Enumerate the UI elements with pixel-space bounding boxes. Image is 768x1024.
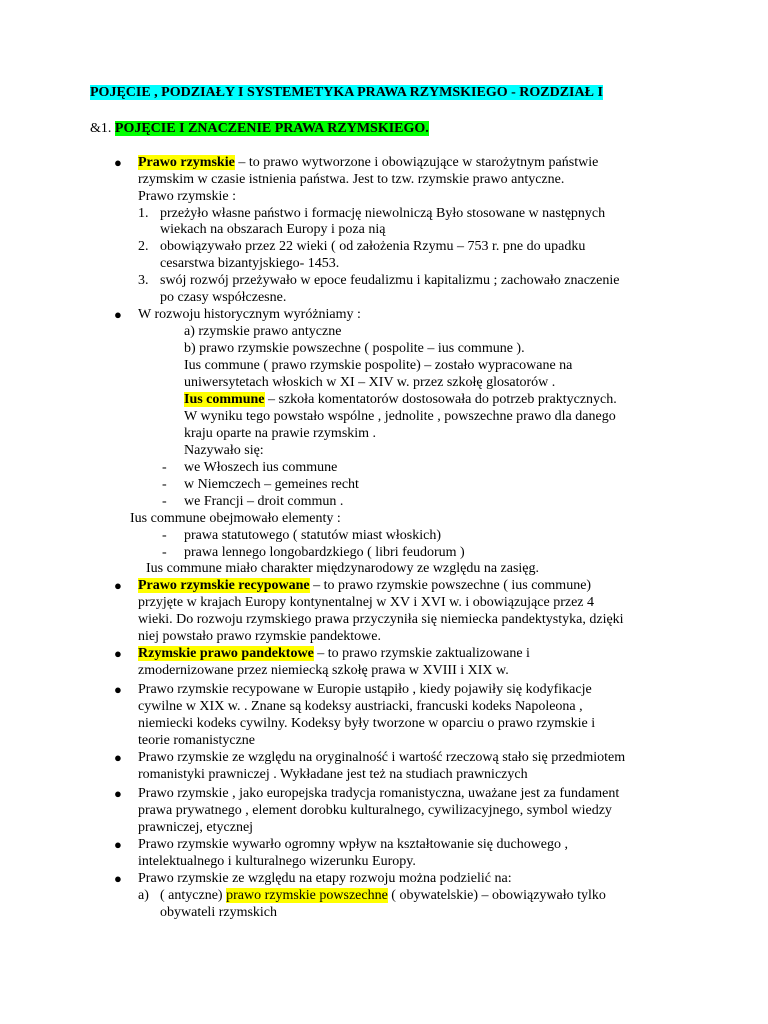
- text-line: Prawo rzymskie ze względu na etapy rozwoju można podzielić na:: [138, 871, 512, 886]
- section-heading: &1. POJĘCIE I ZNACZENIE PRAWA RZYMSKIEGO.: [90, 121, 429, 136]
- text-line: niej powstało prawo rzymskie pandektowe.: [138, 629, 381, 644]
- bullet-icon: ●: [114, 578, 122, 593]
- text-line: Prawo rzymskie wywarło ogromny wpływ na kształtowanie się duchowego ,: [138, 837, 569, 852]
- text-line: Ius commune obejmowało elementy :: [130, 511, 341, 526]
- text-line: obywateli rzymskich: [160, 905, 278, 920]
- dash-item: w Niemczech – gemeines recht: [184, 477, 359, 492]
- bullet-icon: ●: [114, 155, 122, 170]
- numbered-item-2: 2.: [138, 239, 149, 254]
- text-line: przeżyło własne państwo i formację niewolniczą Było stosowane w następnych: [160, 206, 606, 221]
- bullet-icon: ●: [114, 837, 122, 852]
- bullet-icon: ●: [114, 786, 122, 801]
- text-line: zmodernizowane przez niemiecką szkołę prawa w XVIII i XIX w.: [138, 663, 509, 678]
- text-line: Ius commune miało charakter międzynarodowy ze względu na zasięg.: [146, 561, 540, 576]
- list-item-b: b) prawo rzymskie powszechne ( pospolite – ius commune ).: [184, 341, 525, 356]
- text-line: wiekach na obszarach Europy i poza nią: [160, 222, 386, 237]
- text-line: kraju oparte na prawie rzymskim .: [184, 426, 377, 441]
- text-line: rzymskim w czasie istnienia państwa. Jest to tzw. rzymskie prawo antyczne.: [138, 172, 565, 187]
- document-heading: POJĘCIE , PODZIAŁY I SYSTEMETYKA PRAWA RZYMSKIEGO - ROZDZIAŁ I: [90, 85, 603, 100]
- list-item-a: a) rzymskie prawo antyczne: [184, 324, 342, 339]
- text-line: Ius commune ( prawo rzymskie pospolite) – zostało wypracowane na: [184, 358, 573, 373]
- dash-icon: -: [162, 494, 167, 509]
- text-line: uniwersytetach włoskich w XI – XIV w. przez szkołę glosatorów .: [184, 375, 556, 390]
- dash-icon: -: [162, 528, 167, 543]
- text-line: prawa prywatnego , element dorobku kulturalnego, cywilizacyjnego, symbol wiedzy: [138, 803, 612, 818]
- text-line: romanistyki prawniczej . Wykładane jest też na studiach prawniczych: [138, 767, 528, 782]
- text-line: W rozwoju historycznym wyróżniamy :: [138, 307, 361, 322]
- text-line: cesarstwa bizantyjskiego- 1453.: [160, 256, 340, 271]
- dash-item: we Włoszech ius commune: [184, 460, 338, 475]
- text-line: Prawo rzymskie recypowane w Europie ustąpiło , kiedy pojawiły się kodyfikacje: [138, 682, 592, 697]
- text-line: intelektualnego i kulturalnego wizerunku Europy.: [138, 854, 416, 869]
- text-line: po czasy współczesne.: [160, 290, 287, 305]
- dash-icon: -: [162, 477, 167, 492]
- bullet-icon: ●: [114, 307, 122, 322]
- numbered-item-1: 1.: [138, 206, 149, 221]
- text-line: swój rozwój przeżywało w epoce feudalizmu i kapitalizmu ; zachowało znaczenie: [160, 273, 620, 288]
- text-line: Nazywało się:: [184, 443, 264, 458]
- dash-item: prawa statutowego ( statutów miast włoskich): [184, 528, 442, 543]
- text-line: przyjęte w krajach Europy kontynentalnej w XV i XVI w. i obowiązujące przez 4: [138, 595, 595, 610]
- dash-item: prawa lennego longobardzkiego ( libri feudorum ): [184, 545, 465, 560]
- bullet-icon: ●: [114, 750, 122, 765]
- dash-item: we Francji – droit commun .: [184, 494, 344, 509]
- text-line: Prawo rzymskie :: [138, 189, 236, 204]
- definition-antyczne: ( antyczne) prawo rzymskie powszechne ( obywatelskie) – obowiązywało tylko: [160, 888, 606, 903]
- bullet-icon: ●: [114, 646, 122, 661]
- text-line: niemiecki kodeks cywilny. Kodeksy były tworzone w oparciu o prawo rzymskie i: [138, 716, 596, 731]
- text-line: cywilne w XIX w. . Znane są kodeksy austriacki, francuski kodeks Napoleona ,: [138, 699, 583, 714]
- text-line: wieki. Do rozwoju rzymskiego prawa przyczyniła się niemiecka pandektystyka, dzięki: [138, 612, 624, 627]
- text-line: teorie romanistyczne: [138, 733, 256, 748]
- definition-ius-commune: Ius commune – szkoła komentatorów dostosowała do potrzeb praktycznych.: [184, 392, 617, 407]
- text-line: obowiązywało przez 22 wieki ( od założenia Rzymu – 753 r. pne do upadku: [160, 239, 586, 254]
- definition-prawo-pandektowe: Rzymskie prawo pandektowe – to prawo rzymskie zaktualizowane i: [138, 646, 530, 661]
- text-line: Prawo rzymskie ze względu na oryginalność i wartość rzeczową stało się przedmiotem: [138, 750, 626, 765]
- definition-prawo-recypowane: Prawo rzymskie recypowane – to prawo rzymskie powszechne ( ius commune): [138, 578, 592, 593]
- text-line: prawniczej, etycznej: [138, 820, 254, 835]
- dash-icon: -: [162, 460, 167, 475]
- definition-prawo-rzymskie: Prawo rzymskie – to prawo wytworzone i obowiązujące w starożytnym państwie: [138, 155, 599, 170]
- list-item-a-label: a): [138, 888, 149, 903]
- numbered-item-3: 3.: [138, 273, 149, 288]
- bullet-icon: ●: [114, 682, 122, 697]
- dash-icon: -: [162, 545, 167, 560]
- bullet-icon: ●: [114, 871, 122, 886]
- text-line: W wyniku tego powstało wspólne , jednolite , powszechne prawo dla danego: [184, 409, 616, 424]
- text-line: Prawo rzymskie , jako europejska tradycja romanistyczna, uważane jest za fundament: [138, 786, 620, 801]
